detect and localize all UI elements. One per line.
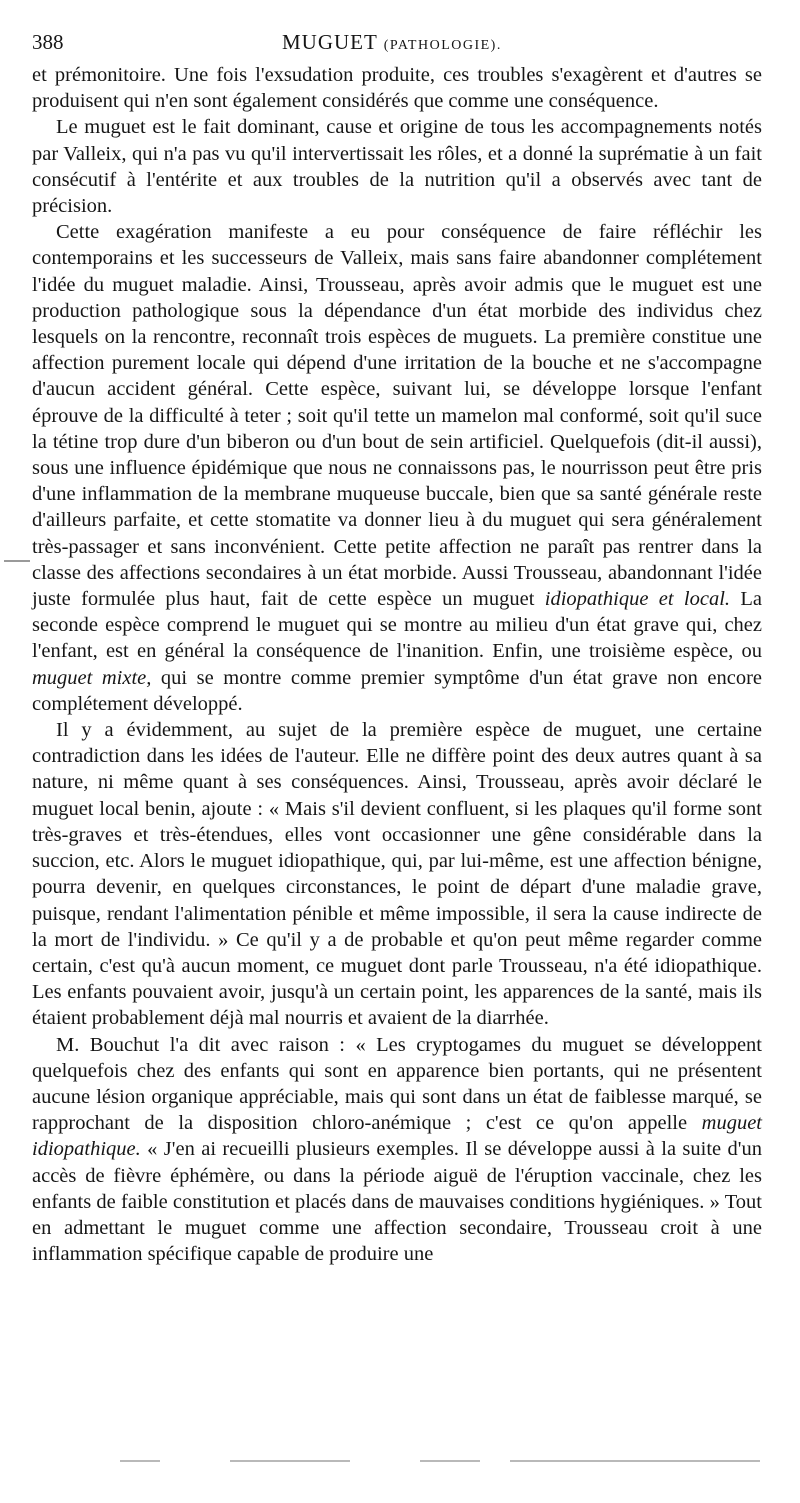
page-number: 388 <box>32 30 64 54</box>
paragraph-3 <box>32 219 762 717</box>
paragraph-2 <box>32 114 762 219</box>
paragraph-4 <box>32 717 762 1031</box>
paragraph-5 <box>32 1032 762 1268</box>
running-head-title: MUGUET <box>282 30 378 54</box>
bleed-through-strip <box>120 1460 760 1468</box>
paragraph-3-text: Cette exagération manifeste a eu pour conséquence de faire réfléchir les contemporains et les successeurs de Valleix, mais sans faire abandonner complétement l'idée du muguet maladie. Ainsi, Trousseau, après avoir admis que le muguet est une production pathologique sous la dépendance d'un état morbide des individus chez lesquels on la rencontre, reconnaît trois espèces de muguets. La première constitue une affection purement locale qui dépend d'une irritation de la bouche et ne s'accompagne d'aucun accident général. Cette espèce, suivant lui, se développe lorsque l'enfant éprouve de la difficulté à teter ; soit qu'il tette un mamelon mal conformé, soit qu'il suce la tétine trop dure d'un biberon ou d'un bout de sein artificiel. Quelquefois (dit-il aussi), sous une influence épidémique que nous ne connaissons pas, le nourrisson peut être pris d'une inflammation de la membrane muqueuse buccale, bien que sa santé générale reste d'ailleurs parfaite, et cette stomatite va donner lieu à du muguet qui sera généralement très-passager et sans inconvénient. Cette petite affection ne paraît pas rentrer dans la classe des affections secondaires à un état morbide. Aussi Trousseau, abandonnant l'idée juste formulée plus haut, fait de cette espèce un muguet <box>32 221 762 611</box>
bleed-mark <box>420 1460 480 1462</box>
paragraph-1 <box>32 62 762 114</box>
paragraph-3-italic-2: muguet mixte, <box>32 666 152 689</box>
paragraph-3-italic-1: idiopathique et local. <box>544 588 731 611</box>
running-head-subtitle: (PATHOLOGIE). <box>383 38 502 53</box>
paragraph-5-text: M. Bouchut l'a dit avec raison : « Les cryptogames du muguet se développent quelquefois chez des enfants qui sont en apparence bien portants, qui ne présentent aucune lésion organique appréciable, mais qui sont dans un état de faiblesse marqué, se rapprochant de la disposition chloro-anémique ; c'est ce qu'on appelle <box>32 1033 762 1135</box>
paragraph-3-text-mid: La seconde espèce comprend le muguet qui se montre au milieu d'un état grave qui, chez l'enfant, est en général la conséquence de l'inanition. Enfin, une troisième espèce, ou <box>32 588 763 663</box>
bleed-mark <box>230 1460 350 1462</box>
paragraph-1-text: et prémonitoire. Une fois l'exsudation produite, ces troubles s'exagèrent et d'autres se produisent qui n'en sont également considérés que comme une conséquence. <box>32 64 762 113</box>
body-text <box>32 62 762 1267</box>
paragraph-3-text-tail: qui se montre comme premier symptôme d'un état grave non encore complétement développé. <box>32 666 762 715</box>
paragraph-5-italic: muguet idiopathique. <box>32 1112 762 1161</box>
running-head <box>282 30 502 58</box>
paragraph-2-text: Le muguet est le fait dominant, cause et origine de tous les accompagnements notés par Valleix, qui n'a pas vu qu'il intervertissait les rôles, et a donné la suprématie à un fait consécutif à l'entérite et aux troubles de la nutrition qu'il a observés avec tant de précision. <box>32 116 762 218</box>
margin-mark <box>4 560 30 562</box>
paragraph-4-text: Il y a évidemment, au sujet de la première espèce de muguet, une certaine contradiction dans les idées de l'auteur. Elle ne diffère point des deux autres quant à sa nature, ni même quant à ses conséquences. Ainsi, Trousseau, après avoir déclaré le muguet local benin, ajoute : « Mais s'il devient confluent, si les plaques qu'il forme sont très-graves et très-étendues, elles vont occasionner une gêne considérable dans la succion, etc. Alors le muguet idiopathique, qui, par lui-même, est une affection bénigne, pourra devenir, en quelques circonstances, le point de départ d'une maladie grave, puisque, rendant l'alimentation pénible et même impossible, il sera la cause indirecte de la mort de l'individu. » Ce qu'il y a de probable et qu'on peut même regarder comme certain, c'est qu'à aucun moment, ce muguet dont parle Trousseau, n'a été idiopathique. Les enfants pouvaient avoir, jusqu'à un certain point, les apparences de la santé, mais ils étaient probablement déjà mal nourris et avaient de la diarrhée. <box>32 719 762 1030</box>
page-header <box>32 30 768 54</box>
paragraph-5-text-tail: « J'en ai recueilli plusieurs exemples. Il se développe aussi à la suite d'un accès de fièvre éphémère, ou dans la période aiguë de l'éruption vaccinale, chez les enfants de faible constitution et placés dans de mauvaises conditions hygiéniques. » Tout en admettant le muguet comme une affection secondaire, Trousseau croit à une inflammation spécifique capable de produire une <box>32 1138 762 1266</box>
bleed-mark <box>120 1460 160 1462</box>
bleed-mark <box>510 1460 760 1462</box>
